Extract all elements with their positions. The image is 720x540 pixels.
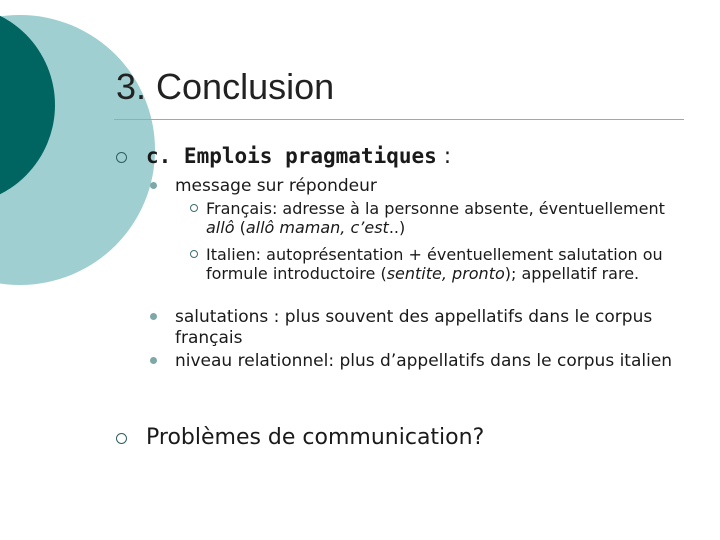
sub-item-italien-text: Italien: autoprésentation + éventuellement salutation ou formule introductoire (: [206, 245, 663, 283]
hollow-circle-bullet-icon: [116, 433, 127, 444]
item-salutations-text: salutations : plus souvent des appellatifs dans le corpus français: [175, 307, 653, 348]
sub-item-italien-end: ); appellatif rare.: [504, 264, 640, 283]
section-c-heading: c. Emplois pragmatiques: [146, 144, 437, 168]
sub-item-francais-text: Français: adresse à la personne absente, éventuellement: [206, 199, 665, 218]
dot-bullet-icon: [150, 182, 157, 189]
example-allo: allô: [206, 218, 235, 237]
example-allo-maman: allô maman, c’est: [245, 218, 389, 237]
item-repondeur-text: message sur répondeur: [175, 176, 377, 196]
section-d-text: Problèmes de communication?: [146, 425, 485, 450]
example-sentite-pronto: sentite, pronto: [386, 264, 505, 283]
title-divider: [114, 119, 684, 120]
hollow-circle-bullet-icon: [190, 204, 198, 212]
hollow-circle-bullet-icon: [116, 152, 127, 163]
paren-close: ..): [388, 218, 406, 237]
section-c-colon: :: [436, 144, 452, 169]
slide-title: 3. Conclusion: [116, 66, 335, 107]
paren-open: (: [234, 218, 246, 237]
dot-bullet-icon: [150, 313, 157, 320]
hollow-circle-bullet-icon: [190, 250, 198, 258]
decorative-circles: [0, 0, 170, 300]
dot-bullet-icon: [150, 357, 157, 364]
item-relationnel-text: niveau relationnel: plus d’appellatifs dans le corpus italien: [175, 351, 673, 371]
